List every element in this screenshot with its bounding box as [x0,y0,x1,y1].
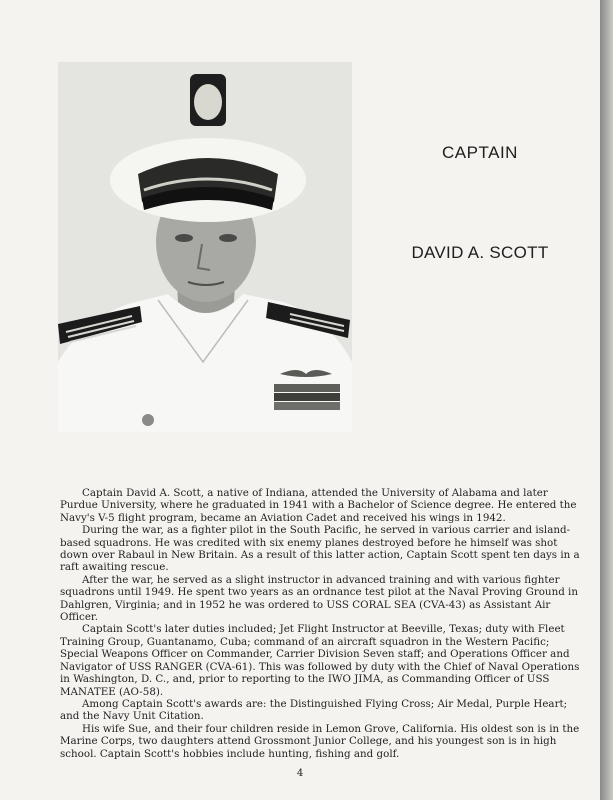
heading-rank: CAPTAIN [442,143,518,162]
bio-paragraph: Captain David A. Scott, a native of Indiana, attended the University of Alabama and later Purdue University, where he graduated in 1941 with a Bachelor of Science degree. He entered the Navy's V-5 flight program, became an Aviation Cadet and received his wings in 1942. [60,487,577,524]
bio-paragraph: Captain Scott's later duties included; Jet Flight Instructor at Beeville, Texas; duty with Fleet Training Group, Guantanamo, Cuba; command of an aircraft squadron in the Western Pacific; Special Weapons Officer on Commander, Carrier Division Seven staff; and Operations Officer and Navigator of USS RANGER (CVA-61). This was followed by duty with the Chief of Naval Operations in Washington, D. C., and, prior to reporting to the IWO JIMA, as Commanding Officer of USS MANATEE (AO-58). [60,623,580,698]
bio-paragraph: Among Captain Scott's awards are: the Distinguished Flying Cross; Air Medal, Purple Heart; and the Navy Unit Citation. [60,697,568,723]
scan-edge [600,0,613,800]
biography-text [60,487,582,760]
bio-paragraph: After the war, he served as a slight instructor in advanced training and with various fighter squadrons until 1949. He spent two years as an ordnance test pilot at the Naval Proving Ground in Dahlgren, Virginia; and in 1952 he was ordered to USS CORAL SEA (CVA-43) as Assistant Air Officer. [60,573,578,624]
bio-paragraph: His wife Sue, and their four children reside in Lemon Grove, California. His oldest son is in the Marine Corps, two daughters attend Grossmont Junior College, and his youngest son is in high school. Captain Scott's hobbies include hunting, fishing and golf. [60,722,580,760]
page-number: 4 [296,768,304,779]
heading-name: DAVID A. SCOTT [411,243,549,262]
bio-paragraph: During the war, as a fighter pilot in the South Pacific, he served in various carrier and island-based squadrons. He was credited with six enemy planes destroyed before he himself was shot down over Rabaul in New Britain. As a result of this latter action, Captain Scott spent ten days in a raft awaiting rescue. [60,524,580,574]
portrait-photo [58,62,352,432]
